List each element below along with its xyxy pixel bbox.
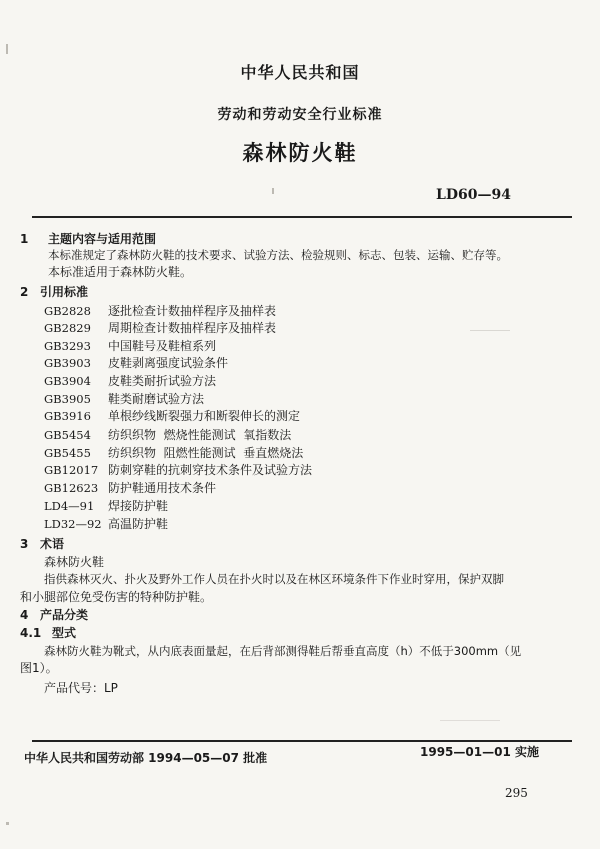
reference-name: 皮鞋类耐折试验方法 (108, 374, 217, 388)
scan-speck (6, 822, 9, 825)
reference-code: GB5454 (44, 428, 91, 442)
reference-code: GB3905 (44, 392, 91, 406)
country-name: 中华人民共和国 (240, 63, 360, 82)
reference-code: GB3903 (44, 356, 91, 370)
product-code: 产品代号：LP (44, 681, 118, 695)
section-1-paragraph-1: 本标准规定了森林防火鞋的技术要求、试验方法、检验规则、标志、包装、运输、贮存等。 (48, 248, 508, 262)
reference-name: 单根纱线断裂强力和断裂伸长的测定 (108, 409, 301, 423)
page-number: 295 (505, 786, 528, 800)
document-title: 森林防火鞋 (242, 141, 358, 165)
section-4-1-number: 4.1 (20, 626, 42, 640)
section-4-1-body-line-1: 森林防火鞋为靴式，从内底表面量起，在后背部测得鞋后帮垂直高度（h）不低于300mm（见 (44, 644, 522, 658)
scan-speck (6, 44, 8, 54)
scan-speck (440, 720, 500, 721)
reference-name: 逐批检查计数抽样程序及抽样表 (108, 304, 277, 318)
approval-statement: 中华人民共和国劳动部 1994—05—07 批准 (24, 751, 268, 765)
scan-speck (470, 330, 510, 331)
reference-code: LD32—92 (44, 517, 102, 531)
reference-code: GB2828 (44, 304, 91, 318)
section-1-paragraph-2: 本标准适用于森林防火鞋。 (48, 265, 193, 279)
scan-speck (272, 188, 274, 194)
term-name: 森林防火鞋 (44, 555, 105, 569)
term-definition-line-1: 指供森林灭火、扑火及野外工作人员在扑火时以及在林区环境条件下作业时穿用，保护双脚 (44, 572, 504, 586)
reference-code: GB12623 (44, 481, 99, 495)
reference-name: 防护鞋通用技术条件 (108, 481, 217, 495)
section-3-heading: 术语 (40, 537, 65, 551)
section-1-number: 1 (20, 232, 29, 246)
reference-name: 中国鞋号及鞋楦系列 (108, 339, 217, 353)
section-2-heading: 引用标准 (40, 285, 89, 299)
reference-code: GB12017 (44, 463, 99, 477)
section-4-heading: 产品分类 (40, 608, 89, 622)
reference-name: 高温防护鞋 (108, 517, 169, 531)
footer-rule (32, 740, 572, 742)
reference-name: 焊接防护鞋 (108, 499, 169, 513)
reference-code: GB5455 (44, 446, 91, 460)
industry-standard-label: 劳动和劳动安全行业标准 (217, 107, 383, 123)
section-3-number: 3 (20, 537, 29, 551)
section-4-1-heading: 型式 (52, 626, 77, 640)
reference-name: 鞋类耐磨试验方法 (108, 392, 205, 406)
term-definition-line-2: 和小腿部位免受伤害的特种防护鞋。 (20, 590, 213, 604)
reference-name: 防刺穿鞋的抗刺穿技术条件及试验方法 (108, 463, 313, 477)
section-2-number: 2 (20, 285, 29, 299)
reference-code: GB3916 (44, 409, 91, 423)
reference-code: GB3904 (44, 374, 91, 388)
reference-name: 纺织织物 燃烧性能测试 氧指数法 (108, 428, 292, 442)
section-4-1-body-line-2: 图1）。 (20, 661, 58, 675)
reference-code: GB2829 (44, 321, 91, 335)
reference-name: 纺织织物 阻燃性能测试 垂直燃烧法 (108, 446, 304, 460)
reference-name: 皮鞋剥离强度试验条件 (108, 356, 229, 370)
effective-date: 1995—01—01 实施 (420, 745, 539, 759)
section-4-number: 4 (20, 608, 29, 622)
standard-code: LD60—94 (436, 187, 511, 203)
section-1-heading: 主题内容与适用范围 (48, 232, 157, 246)
reference-code: LD4—91 (44, 499, 95, 513)
reference-code: GB3293 (44, 339, 91, 353)
reference-name: 周期检查计数抽样程序及抽样表 (108, 321, 277, 335)
header-rule (32, 216, 572, 218)
